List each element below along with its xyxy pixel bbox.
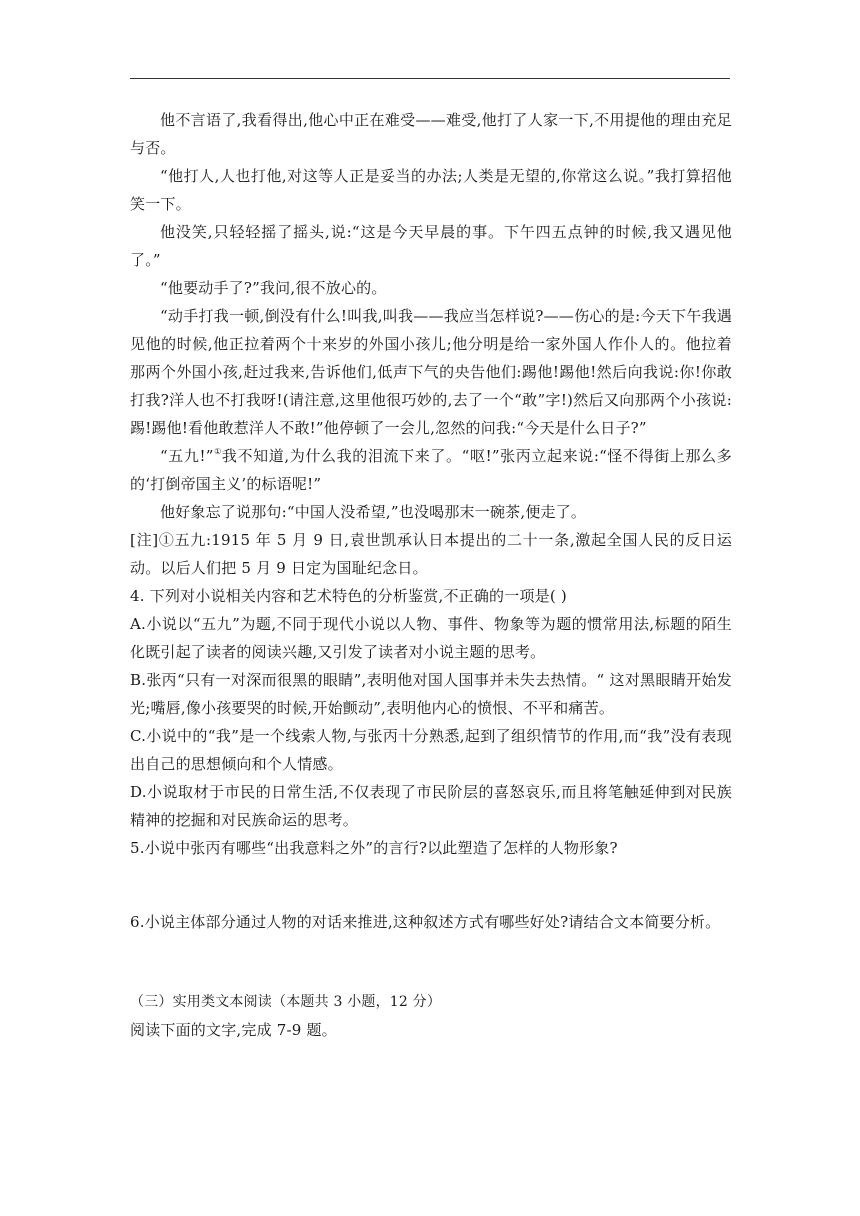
story-paragraph-6 [130,442,732,498]
story-paragraph-2: “他打人,人也打他,对这等人正是妥当的办法;人类是无望的,你常这么说。”我打算招他笑一下。 [130,167,732,213]
document-body [130,106,732,1044]
question-4-option-d: D.小说取材于市民的日常生活,不仅表现了市民阶层的喜怒哀乐,而且将笔触延伸到对民族精神的挖掘和对民族命运的思考。 [130,783,732,829]
story-paragraph-5: “动手打我一顿,倒没有什么!叫我,叫我——我应当怎样说?——伤心的是:今天下午我遇见他的时候,他正拉着两个十来岁的外国小孩儿;他分明是给一家外国人作仆人的。他拉着那两个外国小孩,赶过我来,告诉他们,低声下气的央告他们:踢他!踢他!然后向我说:你!你敢打我?洋人也不打我呀!(请注意,这里他很巧妙的,去了一个“敢”字!)然后又向那两个小孩说:踢!踢他!看他敢惹洋人不敢!”他停顿了一会儿,忽然的问我:“今天是什么日子?” [130,307,732,437]
question-4-option-c: C.小说中的“我”是一个线索人物,与张丙十分熟悉,起到了组织情节的作用,而“我”没有表现出自己的思想倾向和个人情感。 [130,727,732,773]
answer-space-6 [130,936,732,988]
section-3-instruction: 阅读下面的文字,完成 7-9 题。 [130,1021,337,1039]
story-paragraph-7: 他好象忘了说那句:“中国人没希望,”也没喝那末一碗茶,便走了。 [160,503,587,521]
story-paragraph-4: “他要动手了?”我问,很不放心的。 [160,279,387,297]
story-paragraph-1: 他不言语了,我看得出,他心中正在难受——难受,他打了人家一下,不用提他的理由充足与否。 [130,111,732,157]
story-paragraph-3: 他没笑,只轻轻摇了摇头,说:“这是今天早晨的事。下午四五点钟的时候,我又遇见他了。” [130,223,732,269]
footnote: [注]①五九:1915 年 5 月 9 日,袁世凯承认日本提出的二十一条,激起全国人民的反日运动。以后人们把 5 月 9 日定为国耻纪念日。 [130,531,732,577]
header-rule [130,78,730,79]
answer-space-5 [130,862,732,908]
question-5: 5.小说中张丙有哪些“出我意料之外”的言行?以此塑造了怎样的人物形象? [130,839,618,857]
wujiu-quote: “五九!” [160,447,214,465]
question-4-option-a: A.小说以“五九”为题,不同于现代小说以人物、事件、物象等为题的惯常用法,标题的陌生化既引起了读者的阅读兴趣,又引发了读者对小说主题的思考。 [130,615,732,661]
section-3-heading: （三）实用类文本阅读（本题共 3 小题，12 分） [130,994,442,1010]
story-paragraph-6-rest: 我不知道,为什么我的泪流下来了。“呕!”张丙立起来说:“怪不得街上那么多的‘打倒帝国主义’的标语呢!” [130,447,733,493]
question-6: 6.小说主体部分通过人物的对话来推进,这种叙述方式有哪些好处?请结合文本简要分析。 [130,913,721,931]
question-4: 4. 下列对小说相关内容和艺术特色的分析鉴赏,不正确的一项是( ) [130,587,567,605]
question-4-option-b: B.张丙“只有一对深而很黑的眼睛”,表明他对国人国事并未失去热情。“ 这对黑眼睛开始发光;嘴唇,像小孩要哭的时候,开始颤动”,表明他内心的愤恨、不平和痛苦。 [130,671,732,717]
footnote-marker: ① [213,447,222,456]
